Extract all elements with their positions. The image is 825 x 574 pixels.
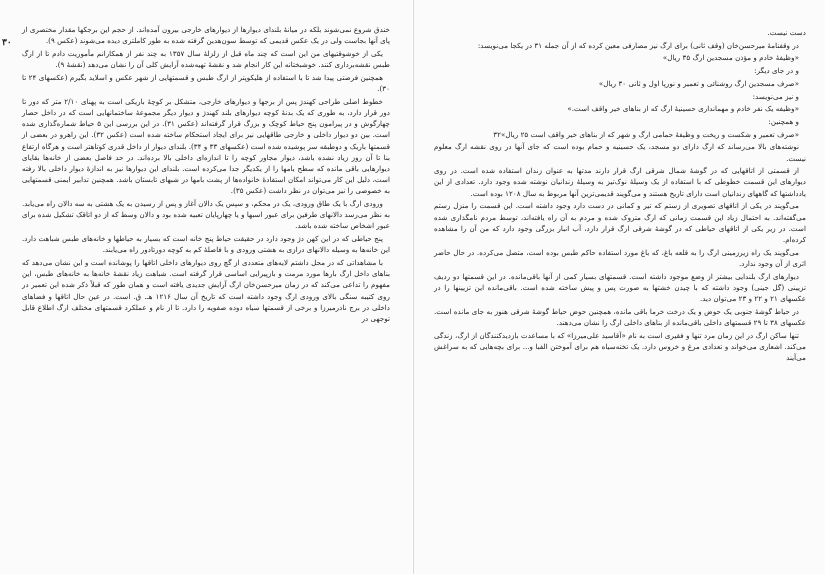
right-page-text [434,27,806,365]
paragraph: ورودی ارگ با یک طاق ورودی، یک در محکم، و سپس یک دالان آغاز و پس از رسیدن به یک هشتی به سه دالان راه می‌یابد. به نظر می‌رسد دالانهای طرفین برای عبور اسبها و یا چهارپایان تعبیه شده بود و دالان وسط که از دو اتاقک تشکیل شده برای عبور اشخاص ساخته شده باشد. [22,199,390,231]
paragraph: یکی از خوشوقتیهای من این است که چند ماه قبل از زلزلهٔ سال ۱۳۵۷ به چند نفر از همکارانم مأموریت دادم تا از ارگ طبس نقشه‌برداری کنند. خوشبختانه این کار انجام شد و نقشهٔ تهیه‌شده آرایش کلی آن را نشان می‌دهد (نقشهٔ ۹). [22,48,390,70]
paragraph: در وقفنامهٔ میرحسن‌خان (وقف ثانی) برای ارگ نیز مصارفی معین کرده که از آن جمله ۳۱ در یکجا می‌نویسد: [477,40,799,50]
paragraph: و در جای دیگر: [754,66,799,76]
paragraph: در حیاط گوشهٔ جنوبی یک حوض و یک درخت خرما باقی مانده، همچنین حوض حیاط گوشهٔ شرقی هنوز به جای مانده است. عکسهای ۳۸ تا ۲۹ قسمتهای داخلی باقی‌مانده از بناهای داخلی ارگ را نشان می‌دهند. [434,306,806,327]
quote: «وظیفه یک نفر خادم و مهمانداری حسینیهٔ ارگ که از بناهای خیر واقف است.» [567,104,799,114]
paragraph: دست نیست. [767,28,806,37]
page-number: ۳۰ [2,38,12,48]
paragraph: و همچنین: [768,116,799,126]
paragraph: خطوط اصلی طراحی کهندژ پس از برجها و دیوارهای خارجی، متشکل بر کوچهٔ باریکی است به پهنای ۲/۱۰ متر که دور تا دور قرار دارد، به طوری که یک بدنهٔ کوچه دیوارهای بلند کهندژ و دیوار دیگر مجموعهٔ ساختمانهایی است که در داخل حصار چهارگوش و در پیرامون پنج حیاط کوچک و بزرگ قرار گرفته‌اند (عکس ۳۱). در این بررسی این ۵ حیاط شماره‌گذاری شده است. بین دو دیوار داخلی و خارجی طاقهایی نیز برای ایجاد استحکام ساخته شده است (عکس ۳۲). این راهرو در بعضی از قسمتها باریک و دوطبقه سر پوشیده شده است (عکسهای ۳۳ و ۳۴). بلندای دیوار از داخل قدری کوتاهتر است و هرگاه ارتفاع بنا تا آن روز زیاد نشده باشد، دیوار مجاور کوچه را تا اندازه‌ای داخلی بالا برده‌اند. در حد فاصل بعضی از خانه‌ها بقایای دیوارهایی باقی مانده که سطح بامها را از یکدیگر جدا می‌کرده است. بلندای این دیوارها نیز به اندازهٔ دیوار داخلی بالا رفته است، دلیل این کار می‌تواند امکان استفادهٔ خانواده‌ها از پشت بامها در شبهای تابستان باشد. همچنین تدابیر ایمنی قسمتهایی به خصوصی را نیز می‌توان در نظر داشت (عکس ۳۵). [22,96,391,196]
paragraph: می‌گویند یک راه زیرزمینی ارگ را به قلعه باغ، که باغ مورد استفاده حاکم طبس بوده است، متصل می‌کرده. در حال حاضر اثری از آن وجود ندارد. [434,247,806,268]
paragraph: تنها ساکن ارگ در این زمان مرد تنها و فقیری است به نام «آقاسید علی‌میرزا» که با مساعدت بازدیدکنندگان از ارگ، زندگی می‌کند. اشعاری می‌خواند و تعدادی مرغ و خروس دارد. یک تخته‌سیاه هم برای آموختن الفبا و... برای بچه‌هایی که به سراغش می‌آیند [434,330,806,362]
right-page [413,0,825,574]
quote: «صرف مسجدین ارگ روشنائی و تعمیر و نورپا اول و ثانی ۳۰ ریال» [598,78,799,88]
paragraph: همچنین فرصتی پیدا شد تا با استفاده از هلیکوپتر از ارگ طبس و قسمتهایی از شهر عکس و اسلاید بگیرم (عکسهای ۲۴ تا ۳۰). [22,72,390,94]
paragraph: نوشته‌های بالا می‌رساند که ارگ دارای دو مسجد، یک حسینیه و حمام بوده است که جای آنها در روی نقشه ارگ معلوم نیست. [434,142,806,163]
left-page [0,0,412,574]
paragraph: می‌گویند در یکی از اتاقهای تصویری از زستم که تیر و کمانی در دست دارد وجود داشته است. این قسمت را منزل رستم می‌گفته‌اند. به احتمال زیاد این قسمت زمانی که ارگ متروک شده و مردم به آن راه یافته‌اند، توسط مردم نامگذاری شده است. در زیر یکی از اتاقهای حیاطی که در گوشهٔ شرقی ارگ قرار دارد، آب انبار بزرگی وجود دارد که من آن را مشاهده کرده‌ام. [434,201,806,244]
paragraph: از قسمتی از اتاقهایی که در گوشهٔ شمال شرقی ارگ قرار دارند مدتها به عنوان زندان استفاده شده است. در روی دیوارهای این قسمت خطوطی که با استفاده از یک وسیلهٔ نوک‌تیز به وسیلهٔ زندانیان نوشته شده وجود دارد. تعدادی از این یادداشتها که گاههای زندانیان است دارای تاریخ هستند و می‌گویند قدیمی‌ترین آنها مربوط به سال ۱۲۰۸ بوده است. [434,166,806,198]
paragraph: با مشاهداتی که در محل داشتم لایه‌های متعددی از گچ روی دیوارهای داخلی اتاقها را پوشانده است و این نشان می‌دهد که بناهای داخل ارگ بارها مورد مرمت و بازپیرایی اساسی قرار گرفته است. شباهت زیاد نقشهٔ خانه‌ها به خانه‌های طبس، این مفهوم را تداعی می‌کند که در زمان میرحسن‌خان ارگ آرایش جدیدی یافته است و همان طور که قبلاً ذکر شده این تعمیر در روی کتیبه سنگی بالای ورودی ارگ وجود داشته است که تاریخ آن سال ۱۲۱۶ هـ. ق. است. در عین حال اتاقها و فضاهای داخلی در برج نادرمیرزا و برخی از قسمتها سیاه دوده صفویه را دارد. تا از نام و عملکرد قسمتهای مختلف ارگ اطلاع قابل توجهی در [22,258,390,324]
paragraph: دیوارهای ارگ بلندایی بیشتر از وضع موجود داشته است. قسمتهای بسیار کمی از آنها باقی‌مانده. در این قسمتها دو ردیف تزیینی (گل جینی) وجود داشته که با چیدن خشتها به صورت پس و پیش ساخته شده است. باقی‌مانده این تزیینها را در عکسهای ۲۱ و ۲۲ و ۲۳ می‌توان دید. [434,271,806,303]
left-page-text [22,24,390,326]
quote: «وظیفهٔ خادم و مؤذن مسجدین ارگ ۳۵ ریال» [662,53,799,63]
paragraph: و نیز می‌نویسد: [752,91,799,101]
paragraph: خندق شروع نمی‌شوند بلکه در میانهٔ بلندای دیوارها از دیوارهای خارجی بیرون آمده‌اند. از حجم این برجکها مقدار مختصری از پای آنها بجاست ولی در یک عکس قدیمی که توسط سون‌هدین گرفته شده به طور کاملتری دیده می‌شوند (عکس ۹). [22,25,390,46]
paragraph: پنج حیاطی که در این کهن دژ وجود دارد در حقیقت حیاط پنج خانه است که بسیار به حیاطها و خانه‌های طبس شباهت دارد. این خانه‌ها به وسیله دالانهای درازی به هشتی ورودی و با فاصلهٔ کم به کوچه دورتادور راه می‌یابند. [22,234,390,255]
quote: «صرف تعمیر و شکست و ریخت و وظیفهٔ حمامی ارگ و شهر که از بناهای خیر واقف است ۲۵ ریال»۳۲ [493,129,799,139]
